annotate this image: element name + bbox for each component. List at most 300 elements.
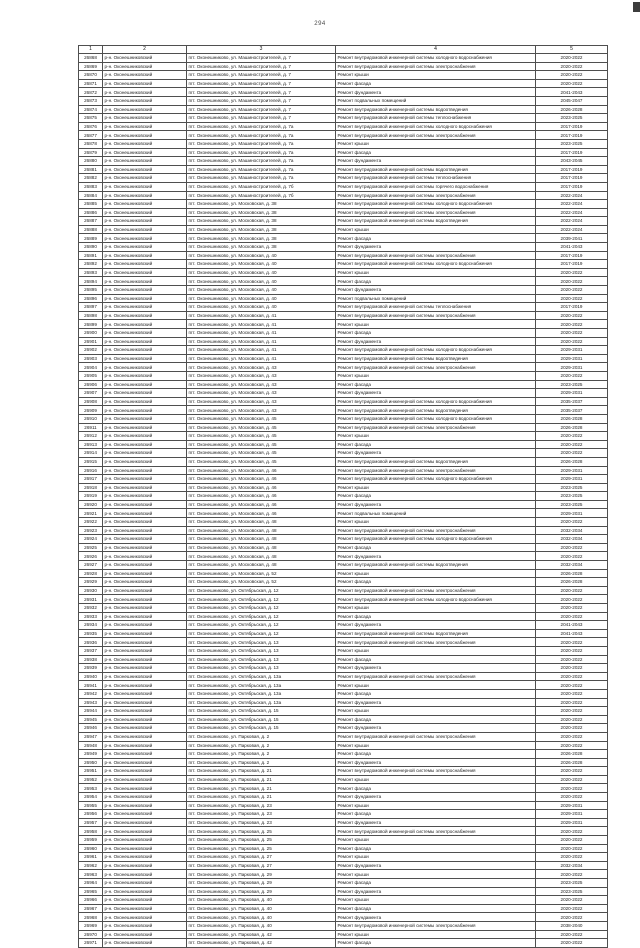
work-type-cell: Ремонт внутридомовой инженерной системы электроснабжения <box>336 62 536 71</box>
work-type-cell: Ремонт внутридомовой инженерной системы электроснабжения <box>336 251 536 260</box>
table-row <box>79 578 608 587</box>
address-cell: пгт. Оконешниково, ул. Парковая, д. 25 <box>187 844 336 853</box>
table-row <box>79 466 608 475</box>
address-cell: пгт. Оконешниково, ул. Парковая, д. 42 <box>187 939 336 948</box>
table-row <box>79 243 608 252</box>
work-type-cell: Ремонт крыши <box>336 225 536 234</box>
address-cell: пгт. Оконешниково, ул. Московская, д. 46 <box>187 475 336 484</box>
address-cell: пгт. Оконешниково, ул. Московская, д. 40 <box>187 286 336 295</box>
row-number-cell: 26903 <box>79 354 103 363</box>
table-row <box>79 79 608 88</box>
address-cell: пгт. Оконешниково, ул. Машиностроителей, д. 7 <box>187 114 336 123</box>
row-number-cell: 26916 <box>79 466 103 475</box>
address-cell: пгт. Оконешниково, ул. Октябрьская, д. 13а <box>187 689 336 698</box>
work-type-cell: Ремонт внутридомовой инженерной системы водоотведения <box>336 629 536 638</box>
years-cell: 2022-2024 <box>536 191 608 200</box>
table-row <box>79 629 608 638</box>
years-cell: 2020-2022 <box>536 329 608 338</box>
row-number-cell: 26915 <box>79 457 103 466</box>
row-number-cell: 26941 <box>79 681 103 690</box>
row-number-cell: 26933 <box>79 612 103 621</box>
district-cell: р-н. Оконешниковский <box>103 432 187 441</box>
table-row <box>79 96 608 105</box>
years-cell: 2020-2022 <box>536 913 608 922</box>
years-cell: 2035-2037 <box>536 397 608 406</box>
address-cell: пгт. Оконешниково, ул. Московская, д. 48 <box>187 526 336 535</box>
district-cell: р-н. Оконешниковский <box>103 698 187 707</box>
work-type-cell: Ремонт крыши <box>336 930 536 939</box>
district-cell: р-н. Оконешниковский <box>103 251 187 260</box>
table-row <box>79 707 608 716</box>
district-cell: р-н. Оконешниковский <box>103 672 187 681</box>
table-row <box>79 664 608 673</box>
table-row <box>79 208 608 217</box>
table-row <box>79 277 608 286</box>
years-cell: 2020-2022 <box>536 62 608 71</box>
work-type-cell: Ремонт фасада <box>336 578 536 587</box>
row-number-cell: 26929 <box>79 578 103 587</box>
address-cell: пгт. Оконешниково, ул. Парковая, д. 27 <box>187 861 336 870</box>
work-type-cell: Ремонт внутридомовой инженерной системы электроснабжения <box>336 191 536 200</box>
address-cell: пгт. Оконешниково, ул. Московская, д. 40 <box>187 303 336 312</box>
district-cell: р-н. Оконешниковский <box>103 715 187 724</box>
years-cell: 2020-2022 <box>536 775 608 784</box>
district-cell: р-н. Оконешниковский <box>103 182 187 191</box>
row-number-cell: 26926 <box>79 552 103 561</box>
table-row <box>79 225 608 234</box>
row-number-cell: 26954 <box>79 793 103 802</box>
address-cell: пгт. Оконешниково, ул. Парковая, д. 40 <box>187 921 336 930</box>
district-cell: р-н. Оконешниковский <box>103 681 187 690</box>
years-cell: 2022-2024 <box>536 200 608 209</box>
district-cell: р-н. Оконешниковский <box>103 397 187 406</box>
row-number-cell: 26968 <box>79 913 103 922</box>
column-header-3: 3 <box>187 46 336 54</box>
row-number-cell: 26880 <box>79 157 103 166</box>
table-row <box>79 827 608 836</box>
row-number-cell: 26879 <box>79 148 103 157</box>
row-number-cell: 26947 <box>79 732 103 741</box>
district-cell: р-н. Оконешниковский <box>103 217 187 226</box>
page-number: 294 <box>314 21 326 27</box>
work-type-cell: Ремонт внутридомовой инженерной системы электроснабжения <box>336 672 536 681</box>
years-cell: 2020-2022 <box>536 793 608 802</box>
row-number-cell: 26935 <box>79 629 103 638</box>
table-row <box>79 879 608 888</box>
address-cell: пгт. Оконешниково, ул. Московская, д. 46 <box>187 466 336 475</box>
table-row <box>79 286 608 295</box>
table-row <box>79 646 608 655</box>
address-cell: пгт. Оконешниково, ул. Октябрьская, д. 13а <box>187 681 336 690</box>
address-cell: пгт. Оконешниково, ул. Машиностроителей, д. 7а <box>187 157 336 166</box>
work-type-cell: Ремонт подвальных помещений <box>336 96 536 105</box>
table-row <box>79 303 608 312</box>
address-cell: пгт. Оконешниково, ул. Парковая, д. 23 <box>187 818 336 827</box>
district-cell: р-н. Оконешниковский <box>103 827 187 836</box>
table-row <box>79 148 608 157</box>
address-cell: пгт. Оконешниково, ул. Московская, д. 45 <box>187 414 336 423</box>
address-cell: пгт. Оконешниково, ул. Машиностроителей, д. 7б <box>187 182 336 191</box>
address-cell: пгт. Оконешниково, ул. Машиностроителей, д. 7 <box>187 88 336 97</box>
row-number-cell: 26884 <box>79 191 103 200</box>
row-number-cell: 26908 <box>79 397 103 406</box>
work-type-cell: Ремонт крыши <box>336 681 536 690</box>
table-row <box>79 621 608 630</box>
district-cell: р-н. Оконешниковский <box>103 406 187 415</box>
work-type-cell: Ремонт внутридомовой инженерной системы холодного водоснабжения <box>336 54 536 63</box>
work-type-cell: Ремонт фундамента <box>336 88 536 97</box>
table-row <box>79 200 608 209</box>
row-number-cell: 26925 <box>79 543 103 552</box>
years-cell: 2020-2022 <box>536 277 608 286</box>
years-cell: 2020-2022 <box>536 595 608 604</box>
district-cell: р-н. Оконешниковский <box>103 879 187 888</box>
work-type-cell: Ремонт фасада <box>336 440 536 449</box>
work-type-cell: Ремонт фундамента <box>336 337 536 346</box>
district-cell: р-н. Оконешниковский <box>103 311 187 320</box>
years-cell: 2023-2025 <box>536 492 608 501</box>
table-row <box>79 337 608 346</box>
table-row <box>79 234 608 243</box>
district-cell: р-н. Оконешниковский <box>103 741 187 750</box>
years-cell: 2020-2022 <box>536 853 608 862</box>
years-cell: 2026-2028 <box>536 423 608 432</box>
years-cell: 2020-2022 <box>536 836 608 845</box>
address-cell: пгт. Оконешниково, ул. Московская, д. 40 <box>187 251 336 260</box>
work-type-cell: Ремонт фундамента <box>336 500 536 509</box>
row-number-cell: 26897 <box>79 303 103 312</box>
address-cell: пгт. Оконешниково, ул. Машиностроителей, д. 7а <box>187 165 336 174</box>
table-row <box>79 354 608 363</box>
row-number-cell: 26912 <box>79 432 103 441</box>
row-number-cell: 26956 <box>79 810 103 819</box>
address-cell: пгт. Оконешниково, ул. Московская, д. 46 <box>187 500 336 509</box>
row-number-cell: 26942 <box>79 689 103 698</box>
work-type-cell: Ремонт внутридомовой инженерной системы водоотведения <box>336 354 536 363</box>
district-cell: р-н. Оконешниковский <box>103 621 187 630</box>
row-number-cell: 26890 <box>79 243 103 252</box>
years-cell: 2032-2034 <box>536 535 608 544</box>
table-row <box>79 853 608 862</box>
district-cell: р-н. Оконешниковский <box>103 423 187 432</box>
district-cell: р-н. Оконешниковский <box>103 62 187 71</box>
work-type-cell: Ремонт внутридомовой инженерной системы горячего водоснабжения <box>336 182 536 191</box>
work-type-cell: Ремонт фасада <box>336 277 536 286</box>
district-cell: р-н. Оконешниковский <box>103 595 187 604</box>
address-cell: пгт. Оконешниково, ул. Парковая, д. 21 <box>187 784 336 793</box>
table-row <box>79 191 608 200</box>
row-number-cell: 26878 <box>79 139 103 148</box>
row-number-cell: 26966 <box>79 896 103 905</box>
address-cell: пгт. Оконешниково, ул. Московская, д. 38 <box>187 234 336 243</box>
address-cell: пгт. Оконешниково, ул. Парковая, д. 2 <box>187 758 336 767</box>
work-type-cell: Ремонт фасада <box>336 612 536 621</box>
table-row <box>79 930 608 939</box>
table-row <box>79 810 608 819</box>
years-cell: 2020-2022 <box>536 689 608 698</box>
address-cell: пгт. Оконешниково, ул. Октябрьская, д. 12 <box>187 586 336 595</box>
address-cell: пгт. Оконешниково, ул. Парковая, д. 2 <box>187 741 336 750</box>
address-cell: пгт. Оконешниково, ул. Октябрьская, д. 15 <box>187 707 336 716</box>
table-row <box>79 449 608 458</box>
district-cell: р-н. Оконешниковский <box>103 930 187 939</box>
years-cell: 2041-2043 <box>536 88 608 97</box>
table-row <box>79 586 608 595</box>
district-cell: р-н. Оконешниковский <box>103 836 187 845</box>
work-type-cell: Ремонт фундамента <box>336 621 536 630</box>
row-number-cell: 26920 <box>79 500 103 509</box>
row-number-cell: 26875 <box>79 114 103 123</box>
work-type-cell: Ремонт внутридомовой инженерной системы холодного водоснабжения <box>336 260 536 269</box>
district-cell: р-н. Оконешниковский <box>103 578 187 587</box>
years-cell: 2023-2025 <box>536 500 608 509</box>
table-row <box>79 260 608 269</box>
district-cell: р-н. Оконешниковский <box>103 526 187 535</box>
work-type-cell: Ремонт внутридомовой инженерной системы теплоснабжения <box>336 303 536 312</box>
capital-repair-program-table <box>78 45 608 948</box>
work-type-cell: Ремонт внутридомовой инженерной системы электроснабжения <box>336 767 536 776</box>
table-row <box>79 397 608 406</box>
address-cell: пгт. Оконешниково, ул. Машиностроителей, д. 7а <box>187 131 336 140</box>
years-cell: 2023-2025 <box>536 114 608 123</box>
address-cell: пгт. Оконешниково, ул. Парковая, д. 21 <box>187 775 336 784</box>
address-cell: пгт. Оконешниково, ул. Октябрьская, д. 15 <box>187 715 336 724</box>
district-cell: р-н. Оконешниковский <box>103 767 187 776</box>
row-number-cell: 26953 <box>79 784 103 793</box>
years-cell: 2043-2045 <box>536 157 608 166</box>
table-row <box>79 750 608 759</box>
years-cell: 2020-2022 <box>536 707 608 716</box>
row-number-cell: 26913 <box>79 440 103 449</box>
address-cell: пгт. Оконешниково, ул. Московская, д. 40 <box>187 268 336 277</box>
district-cell: р-н. Оконешниковский <box>103 105 187 114</box>
address-cell: пгт. Оконешниково, ул. Московская, д. 46 <box>187 483 336 492</box>
years-cell: 2020-2022 <box>536 724 608 733</box>
table-row <box>79 561 608 570</box>
table-row <box>79 681 608 690</box>
years-cell: 2029-2031 <box>536 801 608 810</box>
row-number-cell: 26896 <box>79 294 103 303</box>
years-cell: 2020-2022 <box>536 337 608 346</box>
scan-corner-artifact <box>633 2 640 12</box>
address-cell: пгт. Оконешниково, ул. Парковая, д. 21 <box>187 767 336 776</box>
years-cell: 2023-2025 <box>536 879 608 888</box>
work-type-cell: Ремонт фасада <box>336 148 536 157</box>
work-type-cell: Ремонт внутридомовой инженерной системы электроснабжения <box>336 208 536 217</box>
table-row <box>79 54 608 63</box>
work-type-cell: Ремонт фасада <box>336 715 536 724</box>
work-type-cell: Ремонт внутридомовой инженерной системы холодного водоснабжения <box>336 595 536 604</box>
district-cell: р-н. Оконешниковский <box>103 535 187 544</box>
table-row <box>79 655 608 664</box>
address-cell: пгт. Оконешниково, ул. Московская, д. 40 <box>187 277 336 286</box>
table-row <box>79 329 608 338</box>
address-cell: пгт. Оконешниково, ул. Машиностроителей, д. 7б <box>187 191 336 200</box>
address-cell: пгт. Оконешниково, ул. Парковая, д. 29 <box>187 879 336 888</box>
row-number-cell: 26874 <box>79 105 103 114</box>
address-cell: пгт. Оконешниково, ул. Московская, д. 46 <box>187 509 336 518</box>
work-type-cell: Ремонт крыши <box>336 432 536 441</box>
district-cell: р-н. Оконешниковский <box>103 569 187 578</box>
years-cell: 2017-2019 <box>536 174 608 183</box>
address-cell: пгт. Оконешниково, ул. Московская, д. 40 <box>187 294 336 303</box>
column-header-4: 4 <box>336 46 536 54</box>
row-number-cell: 26887 <box>79 217 103 226</box>
district-cell: р-н. Оконешниковский <box>103 939 187 948</box>
row-number-cell: 26937 <box>79 646 103 655</box>
row-number-cell: 26924 <box>79 535 103 544</box>
years-cell: 2038-2040 <box>536 921 608 930</box>
years-cell: 2023-2025 <box>536 483 608 492</box>
row-number-cell: 26963 <box>79 870 103 879</box>
work-type-cell: Ремонт фундамента <box>336 913 536 922</box>
work-type-cell: Ремонт внутридомовой инженерной системы электроснабжения <box>336 586 536 595</box>
row-number-cell: 26910 <box>79 414 103 423</box>
row-number-cell: 26876 <box>79 122 103 131</box>
table-row <box>79 251 608 260</box>
address-cell: пгт. Оконешниково, ул. Московская, д. 46 <box>187 492 336 501</box>
table-row <box>79 767 608 776</box>
address-cell: пгт. Оконешниково, ул. Машиностроителей, д. 7а <box>187 139 336 148</box>
district-cell: р-н. Оконешниковский <box>103 157 187 166</box>
row-number-cell: 26904 <box>79 363 103 372</box>
row-number-cell: 26964 <box>79 879 103 888</box>
row-number-cell: 26923 <box>79 526 103 535</box>
table-row <box>79 268 608 277</box>
years-cell: 2020-2022 <box>536 320 608 329</box>
work-type-cell: Ремонт крыши <box>336 870 536 879</box>
district-cell: р-н. Оконешниковский <box>103 801 187 810</box>
district-cell: р-н. Оконешниковский <box>103 466 187 475</box>
row-number-cell: 26959 <box>79 836 103 845</box>
years-cell: 2020-2022 <box>536 655 608 664</box>
row-number-cell: 26930 <box>79 586 103 595</box>
district-cell: р-н. Оконешниковский <box>103 329 187 338</box>
address-cell: пгт. Оконешниково, ул. Московская, д. 45 <box>187 449 336 458</box>
row-number-cell: 26932 <box>79 604 103 613</box>
address-cell: пгт. Оконешниково, ул. Московская, д. 41 <box>187 320 336 329</box>
row-number-cell: 26967 <box>79 904 103 913</box>
work-type-cell: Ремонт внутридомовой инженерной системы водоотведения <box>336 406 536 415</box>
table-row <box>79 294 608 303</box>
years-cell: 2026-2028 <box>536 457 608 466</box>
years-cell: 2020-2022 <box>536 638 608 647</box>
address-cell: пгт. Оконешниково, ул. Московская, д. 48 <box>187 535 336 544</box>
district-cell: р-н. Оконешниковский <box>103 629 187 638</box>
table-row <box>79 406 608 415</box>
row-number-cell: 26895 <box>79 286 103 295</box>
work-type-cell: Ремонт крыши <box>336 836 536 845</box>
address-cell: пгт. Оконешниково, ул. Машиностроителей, д. 7а <box>187 148 336 157</box>
table-row <box>79 870 608 879</box>
district-cell: р-н. Оконешниковский <box>103 655 187 664</box>
work-type-cell: Ремонт внутридомовой инженерной системы теплоснабжения <box>336 114 536 123</box>
work-type-cell: Ремонт крыши <box>336 646 536 655</box>
work-type-cell: Ремонт фундамента <box>336 286 536 295</box>
address-cell: пгт. Оконешниково, ул. Московская, д. 40 <box>187 260 336 269</box>
address-cell: пгт. Оконешниково, ул. Машиностроителей, д. 7 <box>187 54 336 63</box>
table-row <box>79 904 608 913</box>
years-cell: 2020-2022 <box>536 732 608 741</box>
table-row <box>79 105 608 114</box>
years-cell: 2020-2022 <box>536 371 608 380</box>
table-row <box>79 569 608 578</box>
row-number-cell: 26951 <box>79 767 103 776</box>
address-cell: пгт. Оконешниково, ул. Машиностроителей, д. 7а <box>187 122 336 131</box>
district-cell: р-н. Оконешниковский <box>103 380 187 389</box>
years-cell: 2020-2022 <box>536 79 608 88</box>
work-type-cell: Ремонт фасада <box>336 380 536 389</box>
district-cell: р-н. Оконешниковский <box>103 500 187 509</box>
address-cell: пгт. Оконешниково, ул. Московская, д. 43 <box>187 380 336 389</box>
address-cell: пгт. Оконешниково, ул. Парковая, д. 40 <box>187 896 336 905</box>
years-cell: 2020-2022 <box>536 54 608 63</box>
table-row <box>79 182 608 191</box>
years-cell: 2017-2019 <box>536 251 608 260</box>
district-cell: р-н. Оконешниковский <box>103 604 187 613</box>
work-type-cell: Ремонт крыши <box>336 71 536 80</box>
work-type-cell: Ремонт фундамента <box>336 724 536 733</box>
address-cell: пгт. Оконешниково, ул. Московская, д. 52 <box>187 569 336 578</box>
district-cell: р-н. Оконешниковский <box>103 904 187 913</box>
work-type-cell: Ремонт крыши <box>336 320 536 329</box>
row-number-cell: 26883 <box>79 182 103 191</box>
work-type-cell: Ремонт внутридомовой инженерной системы холодного водоснабжения <box>336 122 536 131</box>
table-row <box>79 432 608 441</box>
address-cell: пгт. Оконешниково, ул. Машиностроителей, д. 7 <box>187 105 336 114</box>
district-cell: р-н. Оконешниковский <box>103 844 187 853</box>
years-cell: 2032-2034 <box>536 526 608 535</box>
row-number-cell: 26914 <box>79 449 103 458</box>
address-cell: пгт. Оконешниково, ул. Машиностроителей, д. 7 <box>187 62 336 71</box>
row-number-cell: 26971 <box>79 939 103 948</box>
district-cell: р-н. Оконешниковский <box>103 440 187 449</box>
work-type-cell: Ремонт фундамента <box>336 698 536 707</box>
table-row <box>79 672 608 681</box>
address-cell: пгт. Оконешниково, ул. Октябрьская, д. 13 <box>187 655 336 664</box>
address-cell: пгт. Оконешниково, ул. Парковая, д. 40 <box>187 904 336 913</box>
table-row <box>79 371 608 380</box>
row-number-cell: 26927 <box>79 561 103 570</box>
row-number-cell: 26919 <box>79 492 103 501</box>
row-number-cell: 26868 <box>79 54 103 63</box>
row-number-cell: 26958 <box>79 827 103 836</box>
row-number-cell: 26944 <box>79 707 103 716</box>
row-number-cell: 26907 <box>79 389 103 398</box>
table-row <box>79 311 608 320</box>
table-row <box>79 440 608 449</box>
district-cell: р-н. Оконешниковский <box>103 543 187 552</box>
work-type-cell: Ремонт фундамента <box>336 818 536 827</box>
table-row <box>79 724 608 733</box>
district-cell: р-н. Оконешниковский <box>103 475 187 484</box>
years-cell: 2023-2025 <box>536 887 608 896</box>
district-cell: р-н. Оконешниковский <box>103 320 187 329</box>
address-cell: пгт. Оконешниково, ул. Октябрьская, д. 15 <box>187 724 336 733</box>
district-cell: р-н. Оконешниковский <box>103 148 187 157</box>
district-cell: р-н. Оконешниковский <box>103 54 187 63</box>
address-cell: пгт. Оконешниково, ул. Парковая, д. 21 <box>187 793 336 802</box>
row-number-cell: 26931 <box>79 595 103 604</box>
years-cell: 2022-2024 <box>536 208 608 217</box>
row-number-cell: 26902 <box>79 346 103 355</box>
district-cell: р-н. Оконешниковский <box>103 612 187 621</box>
work-type-cell: Ремонт фундамента <box>336 157 536 166</box>
table-row <box>79 320 608 329</box>
district-cell: р-н. Оконешниковский <box>103 79 187 88</box>
district-cell: р-н. Оконешниковский <box>103 122 187 131</box>
address-cell: пгт. Оконешниково, ул. Московская, д. 43 <box>187 406 336 415</box>
